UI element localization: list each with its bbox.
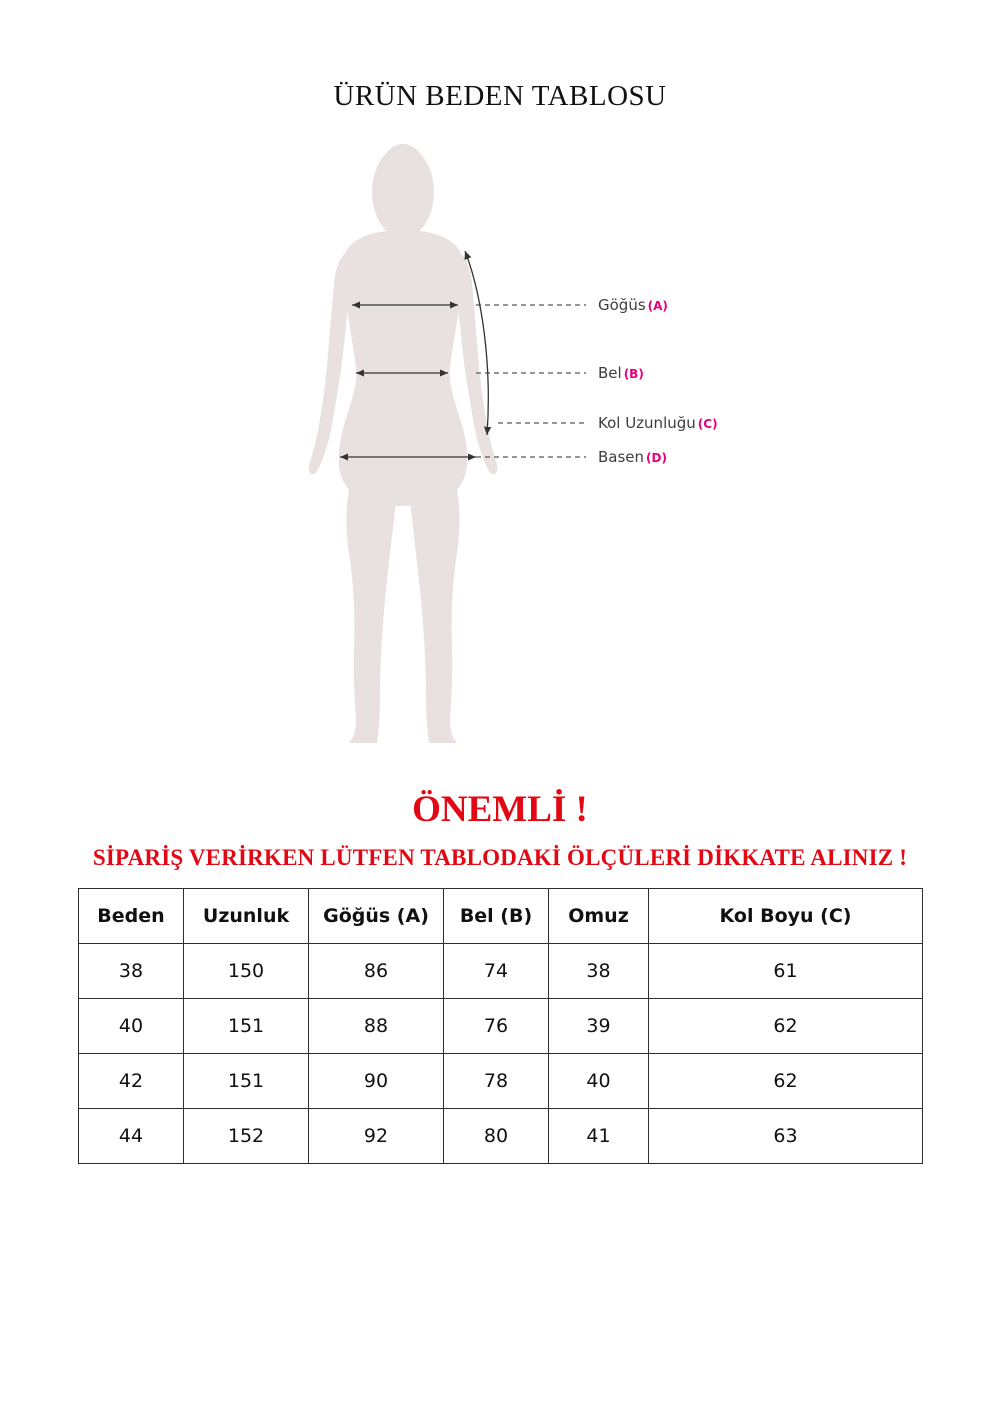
table-cell: 40 (79, 999, 184, 1054)
measurement-diagram (290, 135, 770, 760)
table-cell: 78 (444, 1054, 549, 1109)
hip-label-code: (D) (646, 451, 667, 465)
table-row (79, 1054, 923, 1109)
header-gogus: Göğüs (A) (309, 889, 444, 944)
table-cell: 38 (549, 944, 649, 999)
table-cell: 80 (444, 1109, 549, 1164)
table-cell: 88 (309, 999, 444, 1054)
table-row (79, 999, 923, 1054)
table-cell: 61 (649, 944, 923, 999)
table-cell: 44 (79, 1109, 184, 1164)
table-cell: 40 (549, 1054, 649, 1109)
table-cell: 39 (549, 999, 649, 1054)
table-cell: 86 (309, 944, 444, 999)
table-cell: 151 (184, 1054, 309, 1109)
table-cell: 63 (649, 1109, 923, 1164)
table-cell: 38 (79, 944, 184, 999)
arm-length-label (598, 414, 718, 433)
header-omuz: Omuz (549, 889, 649, 944)
chest-label-text: Göğüs (598, 296, 646, 314)
table-cell: 62 (649, 999, 923, 1054)
waist-label-text: Bel (598, 364, 622, 382)
table-cell: 90 (309, 1054, 444, 1109)
table-cell: 152 (184, 1109, 309, 1164)
important-subheading: SİPARİŞ VERİRKEN LÜTFEN TABLODAKİ ÖLÇÜLERİ DİKKATE ALINIZ ! (92, 845, 908, 870)
important-heading: ÖNEMLİ ! (412, 789, 588, 830)
page-title: ÜRÜN BEDEN TABLOSU (333, 80, 667, 112)
table-cell: 42 (79, 1054, 184, 1109)
size-table-header-row (79, 889, 923, 944)
waist-label-code: (B) (623, 367, 644, 381)
hip-label (598, 448, 667, 467)
size-table (78, 888, 923, 1164)
header-beden: Beden (79, 889, 184, 944)
header-bel: Bel (B) (444, 889, 549, 944)
table-cell: 41 (549, 1109, 649, 1164)
table-cell: 76 (444, 999, 549, 1054)
arm-length-label-text: Kol Uzunluğu (598, 414, 696, 432)
table-cell: 62 (649, 1054, 923, 1109)
hip-label-text: Basen (598, 448, 645, 466)
header-uzunluk: Uzunluk (184, 889, 309, 944)
body-silhouette-icon (309, 144, 498, 743)
table-row (79, 1109, 923, 1164)
table-cell: 74 (444, 944, 549, 999)
table-cell: 150 (184, 944, 309, 999)
waist-label (598, 364, 644, 383)
chest-label (598, 296, 668, 315)
header-kol-boyu: Kol Boyu (C) (649, 889, 923, 944)
table-cell: 92 (309, 1109, 444, 1164)
table-cell: 151 (184, 999, 309, 1054)
table-row (79, 944, 923, 999)
chest-label-code: (A) (647, 299, 668, 313)
arm-length-label-code: (C) (697, 417, 718, 431)
